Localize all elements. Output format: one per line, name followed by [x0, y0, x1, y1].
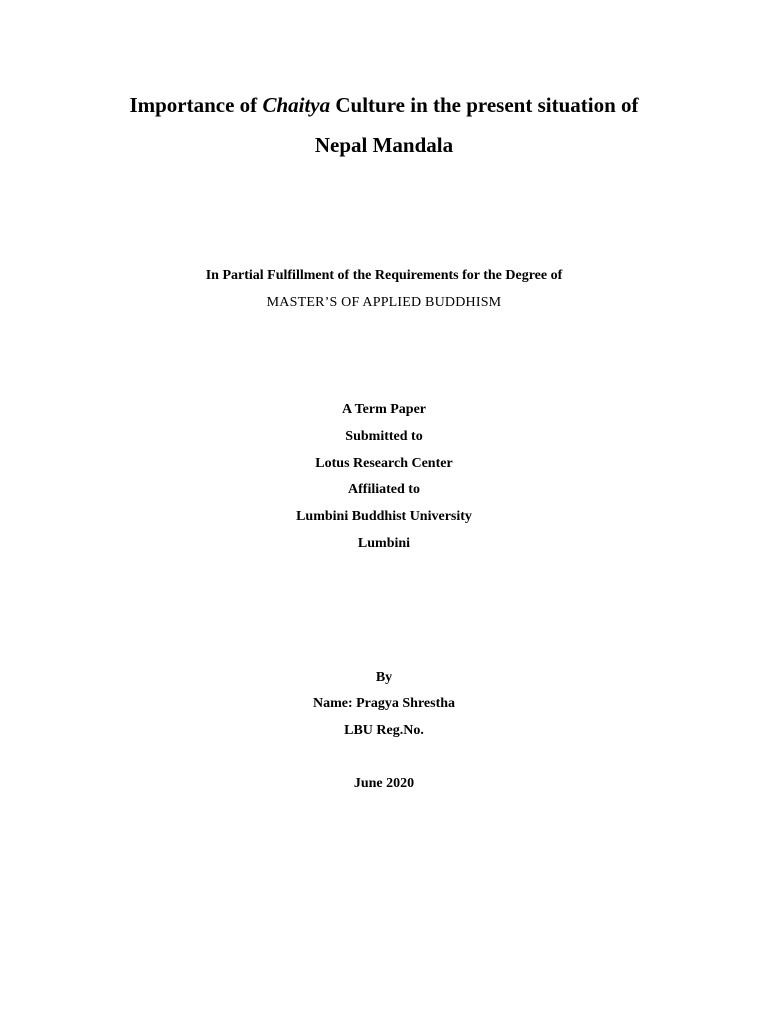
title-line-2: Nepal Mandala	[314, 133, 454, 157]
degree-name: MASTER’S OF APPLIED BUDDHISM	[266, 295, 502, 310]
title-line-1	[0, 93, 768, 118]
document-type: A Term Paper	[342, 402, 426, 417]
submission-date: June 2020	[353, 776, 415, 791]
fulfillment-statement: In Partial Fulfillment of the Requirements for the Degree of	[205, 268, 563, 283]
author-name: Name: Pragya Shrestha	[312, 696, 456, 711]
title-italic-word: Chaitya	[262, 93, 331, 117]
title-prefix: Importance of	[129, 93, 263, 117]
registration-number: LBU Reg.No.	[344, 723, 424, 738]
submitted-to-label: Submitted to	[345, 429, 423, 444]
title-suffix: Culture in the present situation of	[330, 93, 639, 117]
university-name: Lumbini Buddhist University	[296, 509, 472, 524]
by-label: By	[375, 670, 393, 685]
university-location: Lumbini	[357, 536, 411, 551]
research-center: Lotus Research Center	[315, 456, 453, 471]
affiliated-to-label: Affiliated to	[348, 482, 420, 497]
